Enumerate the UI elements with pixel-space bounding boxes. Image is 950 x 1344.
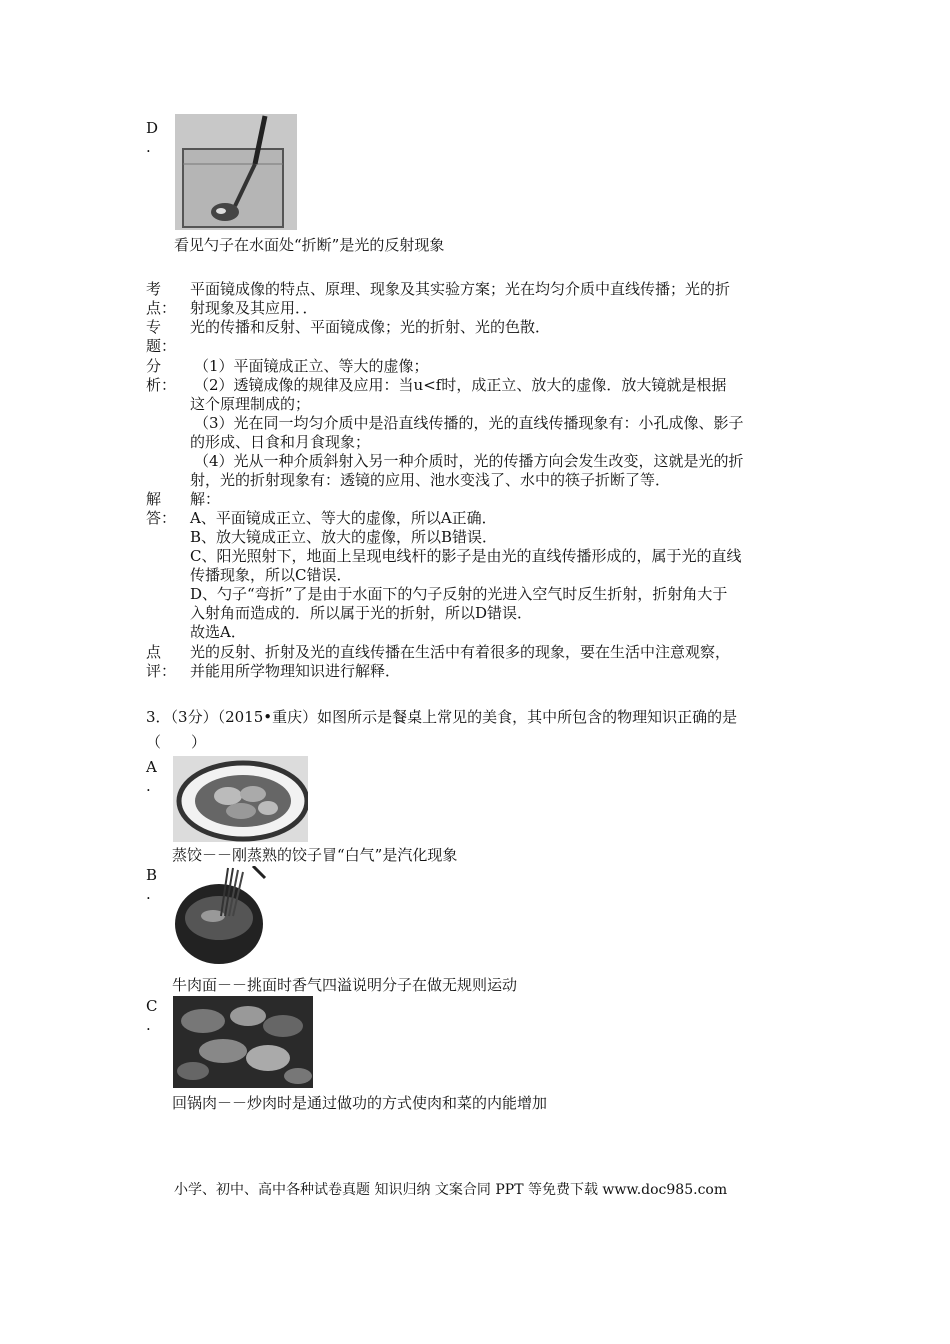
jieda-content [190,490,810,642]
twice-cooked-pork-illustration [173,996,313,1088]
option-d-dot: . [146,138,151,156]
fenxi-line: （4）光从一种介质斜射入另一种介质时，光的传播方向会发生改变，这就是光的折 [194,452,744,470]
zhuanti-label-1: 专 [146,318,162,336]
option-c-letter: C [146,997,158,1015]
jieda-line: 入射角而造成的．所以属于光的折射，所以D错误． [190,604,533,622]
option-a-letter: A [146,758,157,776]
twice-cooked-pork-photo [173,996,313,1088]
dumplings-photo [173,756,308,842]
dianping-line-1: 光的反射、折射及光的直线传播在生活中有着很多的现象，要在生活中注意观察， [190,643,731,661]
beef-noodles-photo [173,866,270,970]
dumplings-illustration [173,756,308,842]
q3-stem: 3．（3分）（2015•重庆）如图所示是餐桌上常见的美食，其中所包含的物理知识正确的是 [146,708,738,726]
option-a-dot: . [146,777,151,795]
option-b-text: 牛肉面－－挑面时香气四溢说明分子在做无规则运动 [172,976,518,994]
option-b-dot: . [146,885,151,903]
dianping-content [190,643,810,681]
zhuanti-content [190,318,810,337]
fenxi-content [190,357,810,490]
jieda-label-1: 解 [146,490,162,508]
jieda-line: 解： [190,490,221,508]
jieda-line: 故选A． [190,623,246,641]
jieda-label-2: 答： [146,509,177,527]
kaodian-line-2: 射现象及其应用．． [190,299,318,317]
option-d-letter: D [146,119,159,137]
page-footer: 小学、初中、高中各种试卷真题 知识归纳 文案合同 PPT 等免费下载 www.doc985.com [174,1182,728,1198]
zhuanti-line-1: 光的传播和反射、平面镜成像；光的折射、光的色散． [190,318,551,336]
jieda-line: C、阳光照射下，地面上呈现电线杆的影子是由光的直线传播形成的，属于光的直线 [190,547,742,565]
spoon-glass-illustration [175,114,297,230]
q3-paren: （ ） [146,733,207,751]
jieda-line: 传播现象，所以C错误． [190,566,352,584]
option-b-letter: B [146,866,158,884]
kaodian-line-1: 平面镜成像的特点、原理、现象及其实验方案；光在均匀介质中直线传播；光的折 [190,280,731,298]
spoon-in-water-photo [175,114,297,230]
fenxi-line: （2）透镜成像的规律及应用：当u<f时，成正立、放大的虚像．放大镜就是根据 [194,376,727,394]
option-d-text: 看见勺子在水面处“折断”是光的反射现象 [174,236,445,254]
fenxi-line: （3）光在同一均匀介质中是沿直线传播的，光的直线传播现象有：小孔成像、影子 [194,414,744,432]
fenxi-line: 这个原理制成的； [190,395,311,413]
jieda-line: A、平面镜成正立、等大的虚像，所以A正确． [190,509,497,527]
fenxi-label-1: 分 [146,357,162,375]
option-c-dot: . [146,1016,151,1034]
kaodian-label-2: 点： [146,299,177,317]
fenxi-line: 射，光的折射现象有：透镜的应用、池水变浅了、水中的筷子折断了等． [190,471,671,489]
option-c-text: 回锅肉－－炒肉时是通过做功的方式使肉和菜的内能增加 [172,1094,548,1112]
jieda-line: D、勺子“弯折”了是由于水面下的勺子反射的光进入空气时反生折射，折射角大于 [190,585,728,603]
kaodian-content [190,280,810,318]
dianping-label-2: 评： [146,662,177,680]
option-a-text: 蒸饺－－刚蒸熟的饺子冒“白气”是汽化现象 [172,846,458,864]
dianping-line-2: 并能用所学物理知识进行解释． [190,662,401,680]
beef-noodles-illustration [173,866,270,970]
kaodian-label-1: 考 [146,280,162,298]
fenxi-line: 的形成、日食和月食现象； [190,433,371,451]
fenxi-line: （1）平面镜成正立、等大的虚像； [194,357,429,375]
zhuanti-label-2: 题： [146,337,177,355]
fenxi-label-2: 析： [146,376,177,394]
jieda-line: B、放大镜成正立、放大的虚像，所以B错误． [190,528,498,546]
dianping-label-1: 点 [146,643,162,661]
